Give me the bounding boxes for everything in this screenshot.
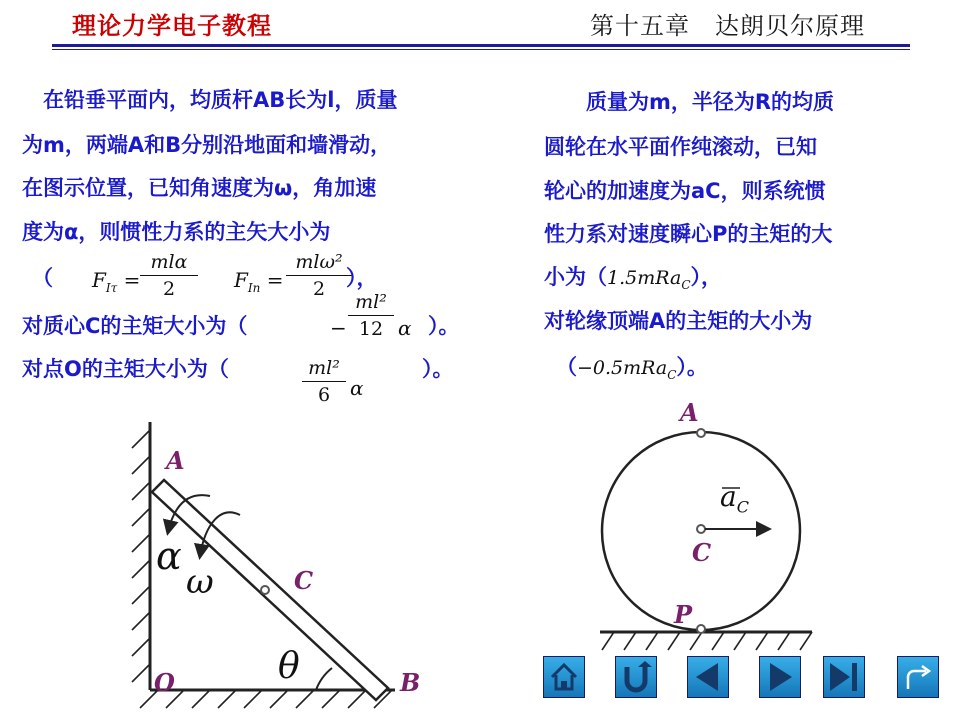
wheel-ground-hatching	[602, 632, 812, 650]
home-icon	[544, 657, 584, 697]
rod-label-b: B	[400, 668, 421, 697]
chapter-title: 第十五章 达朗贝尔原理	[590, 12, 865, 40]
wheel-label-p: P	[674, 600, 693, 629]
left-line-5-end: ）。	[428, 314, 460, 338]
mo-alpha: α	[350, 376, 364, 400]
right-problem-line-1: 质量为m，半径为R的均质	[544, 90, 835, 114]
f-tau-fraction: mlα 2	[140, 250, 198, 301]
left-line-6-end: ）。	[422, 357, 454, 381]
last-button[interactable]	[823, 656, 865, 698]
mc-alpha: α	[398, 316, 412, 340]
wheel-label-a: A	[680, 398, 699, 427]
rod-label-theta: θ	[278, 646, 300, 687]
left-problem-line-1: 在铅垂平面内，均质杆AB长为l，质量	[22, 88, 398, 112]
next-button[interactable]	[759, 656, 801, 698]
last-icon	[824, 657, 864, 697]
left-problem-line-4: 度为α，则惯性力系的主矢大小为	[22, 220, 331, 244]
left-problem-line-2: 为m，两端A和B分别沿地面和墙滑动，	[22, 133, 392, 157]
f-n-fraction: mlω² 2	[286, 250, 352, 301]
answer-open-paren: （	[32, 266, 53, 290]
course-title: 理论力学电子教程	[72, 12, 272, 40]
f-tau-lhs: $F_{I\tau}$ =	[92, 268, 141, 295]
rod-label-alpha: α	[156, 534, 182, 578]
mc-sign: −	[330, 316, 347, 340]
prev-button[interactable]	[687, 656, 729, 698]
mo-fraction: ml² 6	[302, 356, 346, 407]
right-problem-line-5: 小为（1.5mRa$_C$），	[544, 265, 722, 292]
rod-label-c: C	[294, 566, 314, 595]
next-icon	[760, 657, 800, 697]
wheel-label-ac: $a_C$	[720, 480, 749, 517]
f-n-lhs: $F_{In}$ =	[234, 268, 284, 295]
answer-close-paren: ），	[346, 266, 378, 290]
exit-icon	[898, 657, 938, 697]
right-problem-line-2: 圆轮在水平面作纯滚动，已知	[544, 135, 817, 159]
exit-button[interactable]	[897, 656, 939, 698]
rod-label-o: O	[154, 668, 175, 697]
home-button[interactable]	[543, 656, 585, 698]
right-problem-line-7: （−0.5mRa$_C$）。	[556, 355, 708, 382]
wheel-point-p	[697, 625, 705, 633]
left-problem-line-3: 在图示位置，已知角速度为ω，角加速	[22, 176, 377, 200]
wheel-label-c: C	[692, 538, 712, 567]
rod-label-omega: ω	[186, 562, 214, 602]
right-problem-line-4: 性力系对速度瞬心P的主矩的大	[544, 222, 833, 246]
wheel-point-a	[697, 429, 705, 437]
left-problem-line-6: 对点O的主矩大小为（	[22, 357, 229, 381]
rod-label-a: A	[166, 446, 185, 475]
wheel-center	[697, 525, 705, 533]
prev-icon	[688, 657, 728, 697]
mc-fraction: ml² 12	[348, 290, 394, 341]
return-icon	[616, 657, 656, 697]
return-button[interactable]	[615, 656, 657, 698]
right-problem-line-6: 对轮缘顶端A的主矩的大小为	[544, 309, 813, 333]
right-problem-line-3: 轮心的加速度为aC，则系统惯	[544, 179, 826, 203]
left-problem-line-5: 对质心C的主矩大小为（	[22, 314, 248, 338]
